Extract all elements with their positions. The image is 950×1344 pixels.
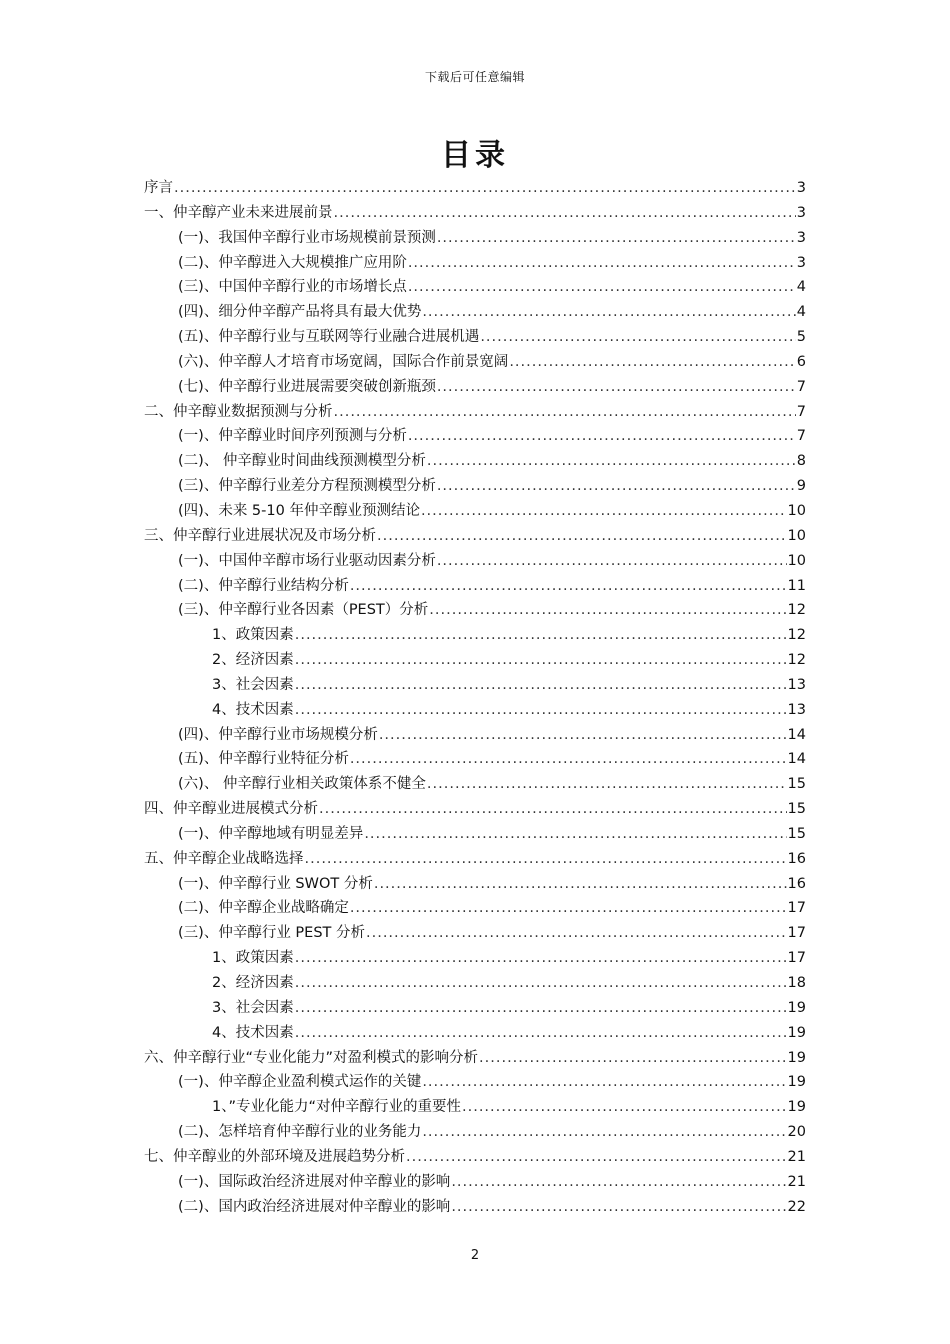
toc-entry-page: 16	[787, 850, 806, 867]
toc-entry-page: 19	[787, 999, 806, 1016]
toc-leader-dots	[295, 946, 787, 971]
toc-leader-dots	[364, 822, 786, 847]
toc-entry-page: 4	[796, 304, 806, 321]
toc-leader-dots	[408, 424, 796, 449]
toc-entry[interactable]	[144, 300, 806, 325]
toc-entry-page: 17	[787, 900, 806, 917]
toc-entry-text: (四)、仲辛醇行业市场规模分析	[178, 726, 378, 743]
toc-entry-page: 4	[796, 279, 806, 296]
toc-entry[interactable]	[144, 400, 806, 425]
toc-entry[interactable]	[144, 1195, 806, 1220]
toc-entry-page: 12	[787, 602, 806, 619]
toc-leader-dots	[408, 251, 796, 276]
toc-entry[interactable]	[144, 747, 806, 772]
toc-entry[interactable]	[144, 673, 806, 698]
toc-entry-page: 12	[787, 652, 806, 669]
toc-entry-text: (三)、仲辛醇行业差分方程预测模型分析	[178, 478, 436, 495]
toc-entry[interactable]	[144, 772, 806, 797]
toc-entry-page: 20	[787, 1124, 806, 1141]
toc-entry-text: 序言	[144, 180, 173, 196]
toc-entry-text: 3、社会因素	[212, 676, 294, 693]
toc-entry[interactable]	[144, 822, 806, 847]
toc-entry-text: 四、仲辛醇业进展模式分析	[144, 801, 318, 818]
toc-entry-page: 11	[787, 577, 806, 594]
toc-entry[interactable]	[144, 251, 806, 276]
toc-entry-text: 2、经济因素	[212, 975, 294, 991]
toc-entry-text: (三)、仲辛醇行业各因素（PEST）分析	[178, 602, 429, 619]
toc-leader-dots	[427, 772, 787, 797]
toc-leader-dots	[421, 499, 787, 524]
toc-entry[interactable]	[144, 1095, 806, 1120]
toc-entry-page: 3	[796, 229, 806, 246]
toc-leader-dots	[437, 549, 787, 574]
toc-entry-page: 17	[787, 925, 806, 942]
toc-entry-page: 13	[787, 701, 806, 718]
toc-leader-dots	[437, 226, 796, 251]
toc-entry-page: 3	[796, 204, 806, 221]
toc-entry-page: 7	[796, 378, 806, 395]
table-of-contents	[144, 176, 806, 1219]
toc-entry-page: 13	[787, 676, 806, 693]
toc-entry-text: (二)、国内政治经济进展对仲辛醇业的影响	[178, 1198, 451, 1215]
toc-entry[interactable]	[144, 375, 806, 400]
toc-entry-text: (一)、我国仲辛醇行业市场规模前景预测	[178, 229, 436, 246]
toc-entry[interactable]	[144, 201, 806, 226]
toc-leader-dots	[366, 921, 787, 946]
toc-entry-text: (七)、仲辛醇行业进展需要突破创新瓶颈	[178, 378, 436, 395]
toc-leader-dots	[377, 524, 787, 549]
toc-leader-dots	[295, 673, 787, 698]
toc-entry-page: 21	[787, 1173, 806, 1190]
toc-entry[interactable]	[144, 623, 806, 648]
toc-entry-text: 4、技术因素	[212, 701, 294, 718]
toc-entry-text: 1、政策因素	[212, 627, 294, 644]
toc-entry-text: (四)、细分仲辛醇产品将具有最大优势	[178, 304, 422, 321]
toc-entry-text: 4、技术因素	[212, 1024, 294, 1041]
toc-entry[interactable]	[144, 946, 806, 971]
toc-entry-text: (二)、仲辛醇企业战略确定	[178, 900, 349, 917]
toc-entry[interactable]	[144, 350, 806, 375]
toc-entry[interactable]	[144, 896, 806, 921]
toc-entry[interactable]	[144, 275, 806, 300]
toc-entry[interactable]	[144, 449, 806, 474]
toc-entry-text: 五、仲辛醇企业战略选择	[144, 850, 304, 867]
toc-entry-text: (一)、仲辛醇地域有明显差异	[178, 825, 364, 842]
toc-entry[interactable]	[144, 996, 806, 1021]
toc-entry-page: 9	[796, 478, 806, 495]
toc-entry-page: 14	[787, 751, 806, 768]
toc-leader-dots	[480, 325, 795, 350]
toc-entry-page: 19	[787, 1099, 806, 1116]
toc-leader-dots	[174, 176, 796, 201]
toc-leader-dots	[422, 1070, 786, 1095]
toc-entry[interactable]	[144, 499, 806, 524]
toc-leader-dots	[379, 723, 787, 748]
toc-entry-text: 三、仲辛醇行业进展状况及市场分析	[144, 527, 376, 544]
toc-entry[interactable]	[144, 176, 806, 201]
toc-entry[interactable]	[144, 971, 806, 996]
toc-leader-dots	[319, 797, 787, 822]
toc-leader-dots	[406, 1145, 787, 1170]
toc-entry-page: 19	[787, 1024, 806, 1041]
toc-leader-dots	[295, 971, 787, 996]
toc-leader-dots	[429, 598, 786, 623]
toc-entry-page: 12	[787, 627, 806, 644]
toc-entry-page: 16	[787, 875, 806, 892]
toc-entry-text: 2、经济因素	[212, 652, 294, 669]
toc-title: 目录	[441, 138, 509, 173]
toc-leader-dots	[350, 747, 787, 772]
toc-leader-dots	[451, 1170, 786, 1195]
toc-entry-page: 8	[796, 453, 806, 470]
toc-leader-dots	[334, 201, 796, 226]
toc-entry-page: 10	[787, 552, 806, 569]
toc-entry-text: (五)、仲辛醇行业与互联网等行业融合进展机遇	[178, 329, 480, 346]
toc-entry-text: (三)、中国仲辛醇行业的市场增长点	[178, 279, 407, 296]
toc-entry[interactable]	[144, 424, 806, 449]
toc-entry-text: 七、仲辛醇业的外部环境及进展趋势分析	[144, 1148, 405, 1165]
page-number: 2	[470, 1248, 480, 1263]
toc-leader-dots	[437, 375, 796, 400]
toc-leader-dots	[479, 1046, 787, 1071]
toc-entry-text: 一、仲辛醇产业未来进展前景	[144, 204, 333, 221]
toc-entry[interactable]	[144, 574, 806, 599]
toc-entry[interactable]	[144, 549, 806, 574]
toc-leader-dots	[295, 648, 787, 673]
toc-entry[interactable]	[144, 698, 806, 723]
toc-entry-page: 5	[796, 329, 806, 346]
toc-leader-dots	[509, 350, 795, 375]
toc-entry-page: 19	[787, 1074, 806, 1091]
toc-entry[interactable]	[144, 474, 806, 499]
toc-entry-text: 3、社会因素	[212, 999, 294, 1016]
toc-entry-text: (一)、国际政治经济进展对仲辛醇业的影响	[178, 1173, 451, 1190]
toc-entry-page: 15	[787, 825, 806, 842]
toc-entry[interactable]	[144, 797, 806, 822]
toc-entry-text: (二)、 仲辛醇业时间曲线预测模型分析	[178, 453, 426, 470]
toc-leader-dots	[295, 623, 787, 648]
toc-leader-dots	[350, 896, 787, 921]
toc-entry[interactable]	[144, 1021, 806, 1046]
toc-leader-dots	[422, 1120, 786, 1145]
toc-entry-text: (二)、怎样培育仲辛醇行业的业务能力	[178, 1124, 422, 1141]
toc-entry[interactable]	[144, 524, 806, 549]
toc-entry-page: 7	[796, 403, 806, 420]
toc-entry-text: (三)、仲辛醇行业 PEST 分析	[178, 925, 365, 942]
toc-entry-page: 15	[787, 801, 806, 818]
toc-entry[interactable]	[144, 1070, 806, 1095]
toc-entry-page: 14	[787, 726, 806, 743]
toc-entry[interactable]	[144, 648, 806, 673]
toc-entry[interactable]	[144, 1170, 806, 1195]
toc-leader-dots	[408, 275, 796, 300]
toc-leader-dots	[422, 300, 795, 325]
toc-entry-text: 1、政策因素	[212, 950, 294, 967]
toc-entry[interactable]	[144, 1120, 806, 1145]
toc-entry-page: 3	[796, 254, 806, 271]
toc-entry-page: 7	[796, 428, 806, 445]
toc-entry-text: (五)、仲辛醇行业特征分析	[178, 751, 349, 768]
toc-entry-page: 15	[787, 776, 806, 793]
header-note: 下载后可任意编辑	[424, 70, 525, 84]
toc-entry-page: 6	[796, 353, 806, 370]
toc-entry[interactable]	[144, 325, 806, 350]
toc-entry-page: 21	[787, 1148, 806, 1165]
toc-entry[interactable]	[144, 1046, 806, 1071]
toc-entry[interactable]	[144, 1145, 806, 1170]
toc-entry[interactable]	[144, 847, 806, 872]
toc-entry-text: (六)、仲辛醇人才培育市场宽阔，国际合作前景宽阔	[178, 353, 509, 370]
toc-entry-text: (六)、 仲辛醇行业相关政策体系不健全	[178, 776, 426, 793]
toc-entry[interactable]	[144, 921, 806, 946]
toc-leader-dots	[295, 996, 787, 1021]
toc-leader-dots	[295, 698, 787, 723]
toc-entry[interactable]	[144, 598, 806, 623]
toc-entry-text: 1、”专业化能力“对仲辛醇行业的重要性	[212, 1099, 461, 1116]
toc-leader-dots	[305, 847, 787, 872]
toc-entry-page: 10	[787, 527, 806, 544]
toc-leader-dots	[350, 574, 787, 599]
toc-leader-dots	[462, 1095, 787, 1120]
toc-leader-dots	[295, 1021, 787, 1046]
toc-entry[interactable]	[144, 226, 806, 251]
toc-entry-text: (一)、仲辛醇业时间序列预测与分析	[178, 428, 407, 445]
toc-entry-text: (二)、仲辛醇进入大规模推广应用阶	[178, 254, 407, 271]
toc-entry-page: 17	[787, 950, 806, 967]
toc-entry-text: (一)、仲辛醇企业盈利模式运作的关键	[178, 1074, 422, 1091]
toc-entry-page: 3	[796, 180, 806, 196]
toc-leader-dots	[451, 1195, 786, 1220]
toc-entry-page: 19	[787, 1049, 806, 1066]
toc-entry-text: 六、仲辛醇行业“专业化能力”对盈利模式的影响分析	[144, 1049, 479, 1066]
toc-leader-dots	[334, 400, 796, 425]
toc-entry[interactable]	[144, 872, 806, 897]
toc-entry-page: 18	[787, 975, 806, 991]
toc-entry-text: (二)、仲辛醇行业结构分析	[178, 577, 349, 594]
toc-entry-text: 二、仲辛醇业数据预测与分析	[144, 403, 333, 420]
toc-entry-page: 22	[787, 1198, 806, 1215]
toc-entry[interactable]	[144, 723, 806, 748]
toc-entry-page: 10	[787, 502, 806, 519]
toc-leader-dots	[437, 474, 796, 499]
toc-leader-dots	[374, 872, 787, 897]
toc-entry-text: (一)、中国仲辛醇市场行业驱动因素分析	[178, 552, 436, 569]
toc-leader-dots	[427, 449, 796, 474]
toc-entry-text: (四)、未来 5-10 年仲辛醇业预测结论	[178, 502, 420, 519]
toc-entry-text: (一)、仲辛醇行业 SWOT 分析	[178, 875, 373, 892]
